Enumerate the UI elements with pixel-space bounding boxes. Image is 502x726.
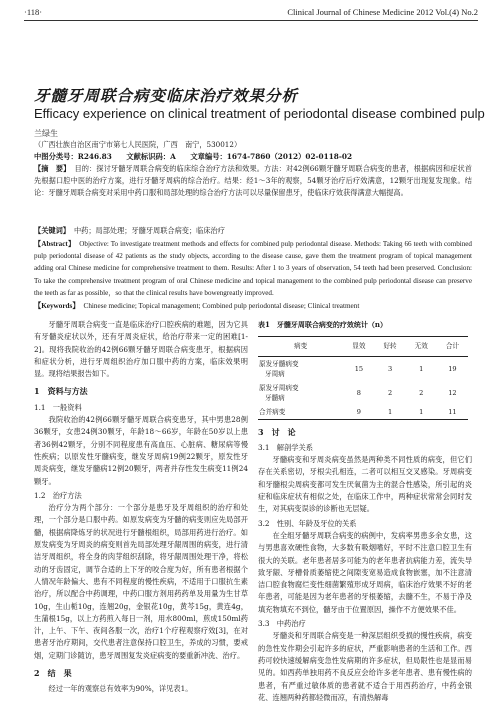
row-label-line: 牙髓病 [265,393,285,402]
table-header-cell: 合计 [437,337,468,356]
row-label [258,405,343,420]
section-3-3-heading: 3.3 中药治疗 [258,619,306,629]
section-1-1-text: 我院收治的42例66颗牙髓牙周联合病变患牙，其中男患28例36颗牙，女患24例30颗牙，年龄18～66岁，年龄在50岁以上患者36例42颗牙，分别不同程度患有高血压、心脏病、糖尿病等慢性疾病；以原发性牙髓病变，继发牙周病19例22颗牙，原发性牙周炎病变，继发牙髓病12例20颗牙，两者并存性发生病变11例24颗牙。 [34,415,248,486]
efficacy-table [258,336,468,419]
section-1-2-text: 治疗分为两个部分：一个部分是患牙及牙周组织的治疗和处理，一个部分是口服中药。如原发病变为牙髓的病变则应先局部开髓，根据病降炼牙的状况进行牙髓根组织，局部用药进行治疗。如原发病变为牙周炎的病变则首先局部处理牙龈周围的病变，进行清洁牙周组织，将全身的肉芽组织刮除，将牙龈周围处理干净，将松动的牙齿固定，调节合适的上下牙的咬合度为好，所有患者根据个人情况年龄偏大、患有不同程度的慢性疾病，不适用于口服抗生素治疗，所以配合中药调理，中药口服方剂用药药单及用量为生甘草10g，生山栀10g，连翘20g，金银花10g，黄芩15g，黄连4g，生蒲根15g，以上方药煎入每日一剂，用水800ml，煎成150ml药汁，上午、下午、夜间各服一次，治疗1个疗程观察疗效[3]，在对患者牙治疗期间，交代患者注意保持口腔卫生，养成的习惯，要戒烟，定期门诊随访，患牙周围复发炎症病变的要重新冲洗、治疗。 [34,503,248,660]
row-label [258,381,343,405]
row-label-line: 牙周病 [265,369,285,378]
table-header-cell: 显效 [343,337,374,356]
table-cell: 2 [387,388,393,397]
table-row [258,405,468,420]
left-column [34,319,248,696]
abstract-english [34,238,472,299]
table-cell: 9 [343,405,374,420]
keywords-english [34,300,472,312]
table-cell: 1 [406,405,437,420]
table-cell: 19 [448,364,457,373]
table-cell: 1 [374,405,405,420]
keywords-cn-label: 【关键词】 [34,226,70,235]
table-row [258,381,468,405]
keywords-chinese [34,225,472,237]
section-2-heading: 2 结 果 [34,668,72,679]
row-label-line: 原发牙髓病变 [259,359,299,368]
table-cell: 3 [387,364,393,373]
journal-name: Clinical Journal of Chinese Medicine 2012 Vol.(4) No.2 [287,7,478,17]
section-3-3-text: 牙髓炎和牙周联合病变是一种深层组织受损的慢性疾病，病变的急性发作期会引起许多的症状，严重影响患者的生活和工作。西药可较快速缓解病变急性发病期的许多症状，但局限性也是显而易见的。如西药单独用药不良反应会给许多老年患者、患有慢性病的患者，有严重过敏体质的患者就不适合于用西药治疗，中药金银花、连翘两种药都轻微而凉，有清热解毒 [258,631,472,702]
table-header-cell: 好转 [374,337,405,356]
table-cell: 2 [419,388,424,397]
keywords-en-text: Chinese medicine; Topical management; Combined pulp periodontal disease; Clinical treatment [83,302,360,310]
section-2-text: 经过一年的观察总有效率为90%，详见表1。 [48,684,193,694]
title-english: Efficacy experience on clinical treatment of periodontal disease combined pulp [34,106,485,121]
abstract-en-text: Objective: To investigate treatment methods and effects for combined pulp periodontal disease. Methods: Taking 66 teeth with combined pulp periodontal disease of 42 patients as the study objects, according to the disease cause, gave them the treatment program of topical management adding oral Chinese medicine for comprehensive treatment to them. Results: After 1 to 3 years of observation, 54 teeth had been preserved. Conclusion: To take the comprehensive treatment program of oral Chinese medicine and topical management to the combined pulp periodontal disease can preserve the teeth as far as possible，so that the clinical results have bowengreatly improved. [34,240,472,297]
table-header-cell: 无效 [406,337,437,356]
abstract-en-label: 【Abstract】 [34,240,76,248]
intro-paragraph: 牙髓牙周联合病变一直是临床治疗口腔疾病的难题，因为它具有牙髓炎症状以外，还有牙周炎症状，给治疗带来一定的困难[1-2]。现将我院收治的42例66颗牙髓牙周联合病变患牙，根据病因和症状分析，进行牙周组织治疗加口服中药的方案，临床效果明显。现将结果报告如下。 [34,320,248,379]
table-cell: 8 [356,388,361,397]
keywords-en-label: 【Keywords】 [34,302,80,310]
document-code: 文献标识码：A [126,152,176,161]
section-1-1-heading: 1.1 一般资料 [34,402,82,412]
table-cell: 11 [437,405,468,420]
section-3-1-text: 牙髓病变和牙周炎病变虽然是两种类不同性质的病变，但它们存在关系密切，牙根尖孔相连，二者可以相互交叉感染。牙周病变和牙髓根尖周病变都可发生厌氧菌为主的混合性感染，所引起的炎症和临床症状有相似之处，在临床工作中，两种症状常常会同时发生，对其病变误诊的诊断也无层疑。 [258,455,472,514]
keywords-cn-text: 中药；局部处理；牙髓牙周联合病变；临床治疗 [73,226,225,235]
abstract-chinese [34,163,472,200]
row-label [258,356,343,381]
clc-number: 中图分类号：R246.83 [34,152,112,161]
section-3-heading: 3 讨 论 [258,426,296,437]
section-3-1-heading: 3.1 解剖学关系 [258,442,314,452]
affiliation: （广西壮族自治区南宁市第七人民医院，广西 南宁，530012） [34,140,242,149]
table-row [258,356,468,381]
author: 兰绿生 [34,129,58,138]
section-1-heading: 1 资料与方法 [34,386,88,397]
classification-line [34,152,364,162]
section-1-2-heading: 1.2 治疗方法 [34,490,82,500]
table-caption: 表1 牙髓牙周联合病变的疗效统计（n） [258,320,387,329]
row-label-line: 合并病变 [259,407,286,416]
table-cell: 12 [448,388,457,397]
page-number: ·118· [24,7,43,17]
abstract-cn-text: 目的：探讨牙髓牙周联合病变的临床综合治疗方法和效果。方法：对42例66颗牙髓牙周联合病变的患者，根据病因和症状首先根据口腔中医的治疗方案，进行牙髓牙周病的综合治疗。结果：经1～3年的观察，54颗牙治疗后疗效满意，12颗牙出现复发现象。结论：牙髓牙周联合病变对采用中药口服和局部处理的综合治疗方法可以尽量保留患牙，使临床疗效获得满意大幅提高。 [34,164,472,198]
table-header-cell: 病变 [258,337,343,356]
right-column [258,319,472,704]
running-header [24,6,478,21]
article-number: 文章编号：1674-7860（2012）02-0118-02 [190,152,353,161]
abstract-cn-label: 【摘 要】 [34,164,71,173]
table-cell: 1 [419,364,424,373]
section-3-2-text: 在全组牙髓牙周联合病变的病例中，发病率男患多余女患，这与男患喜欢硬性食物，大多数有吸烟嗜好，平时不注意口腔卫生有很大的关联。老年患者居多可能为的老年患者抗病能力差，流失导致牙龈、牙槽骨质萎缩使之间隙变宽易造成食物嵌塞，加不注意清洁口腔食物腐烂变性细菌繁殖形成牙周病，临床治疗效果不好的老年患者，可能是因为老年患者的牙根萎缩，去髓不生，不易于净及填充物填充不到位，髓牙由于位置原因，操作不方便效果不佳。 [258,530,472,614]
table-cell: 15 [354,364,364,373]
table-header-row [258,337,468,356]
row-label-line: 原发牙周病变 [259,383,299,392]
section-3-2-heading: 3.2 性别、年龄及牙位的关系 [258,518,357,528]
title-chinese: 牙髓牙周联合病变临床治疗效果分析 [34,86,299,105]
